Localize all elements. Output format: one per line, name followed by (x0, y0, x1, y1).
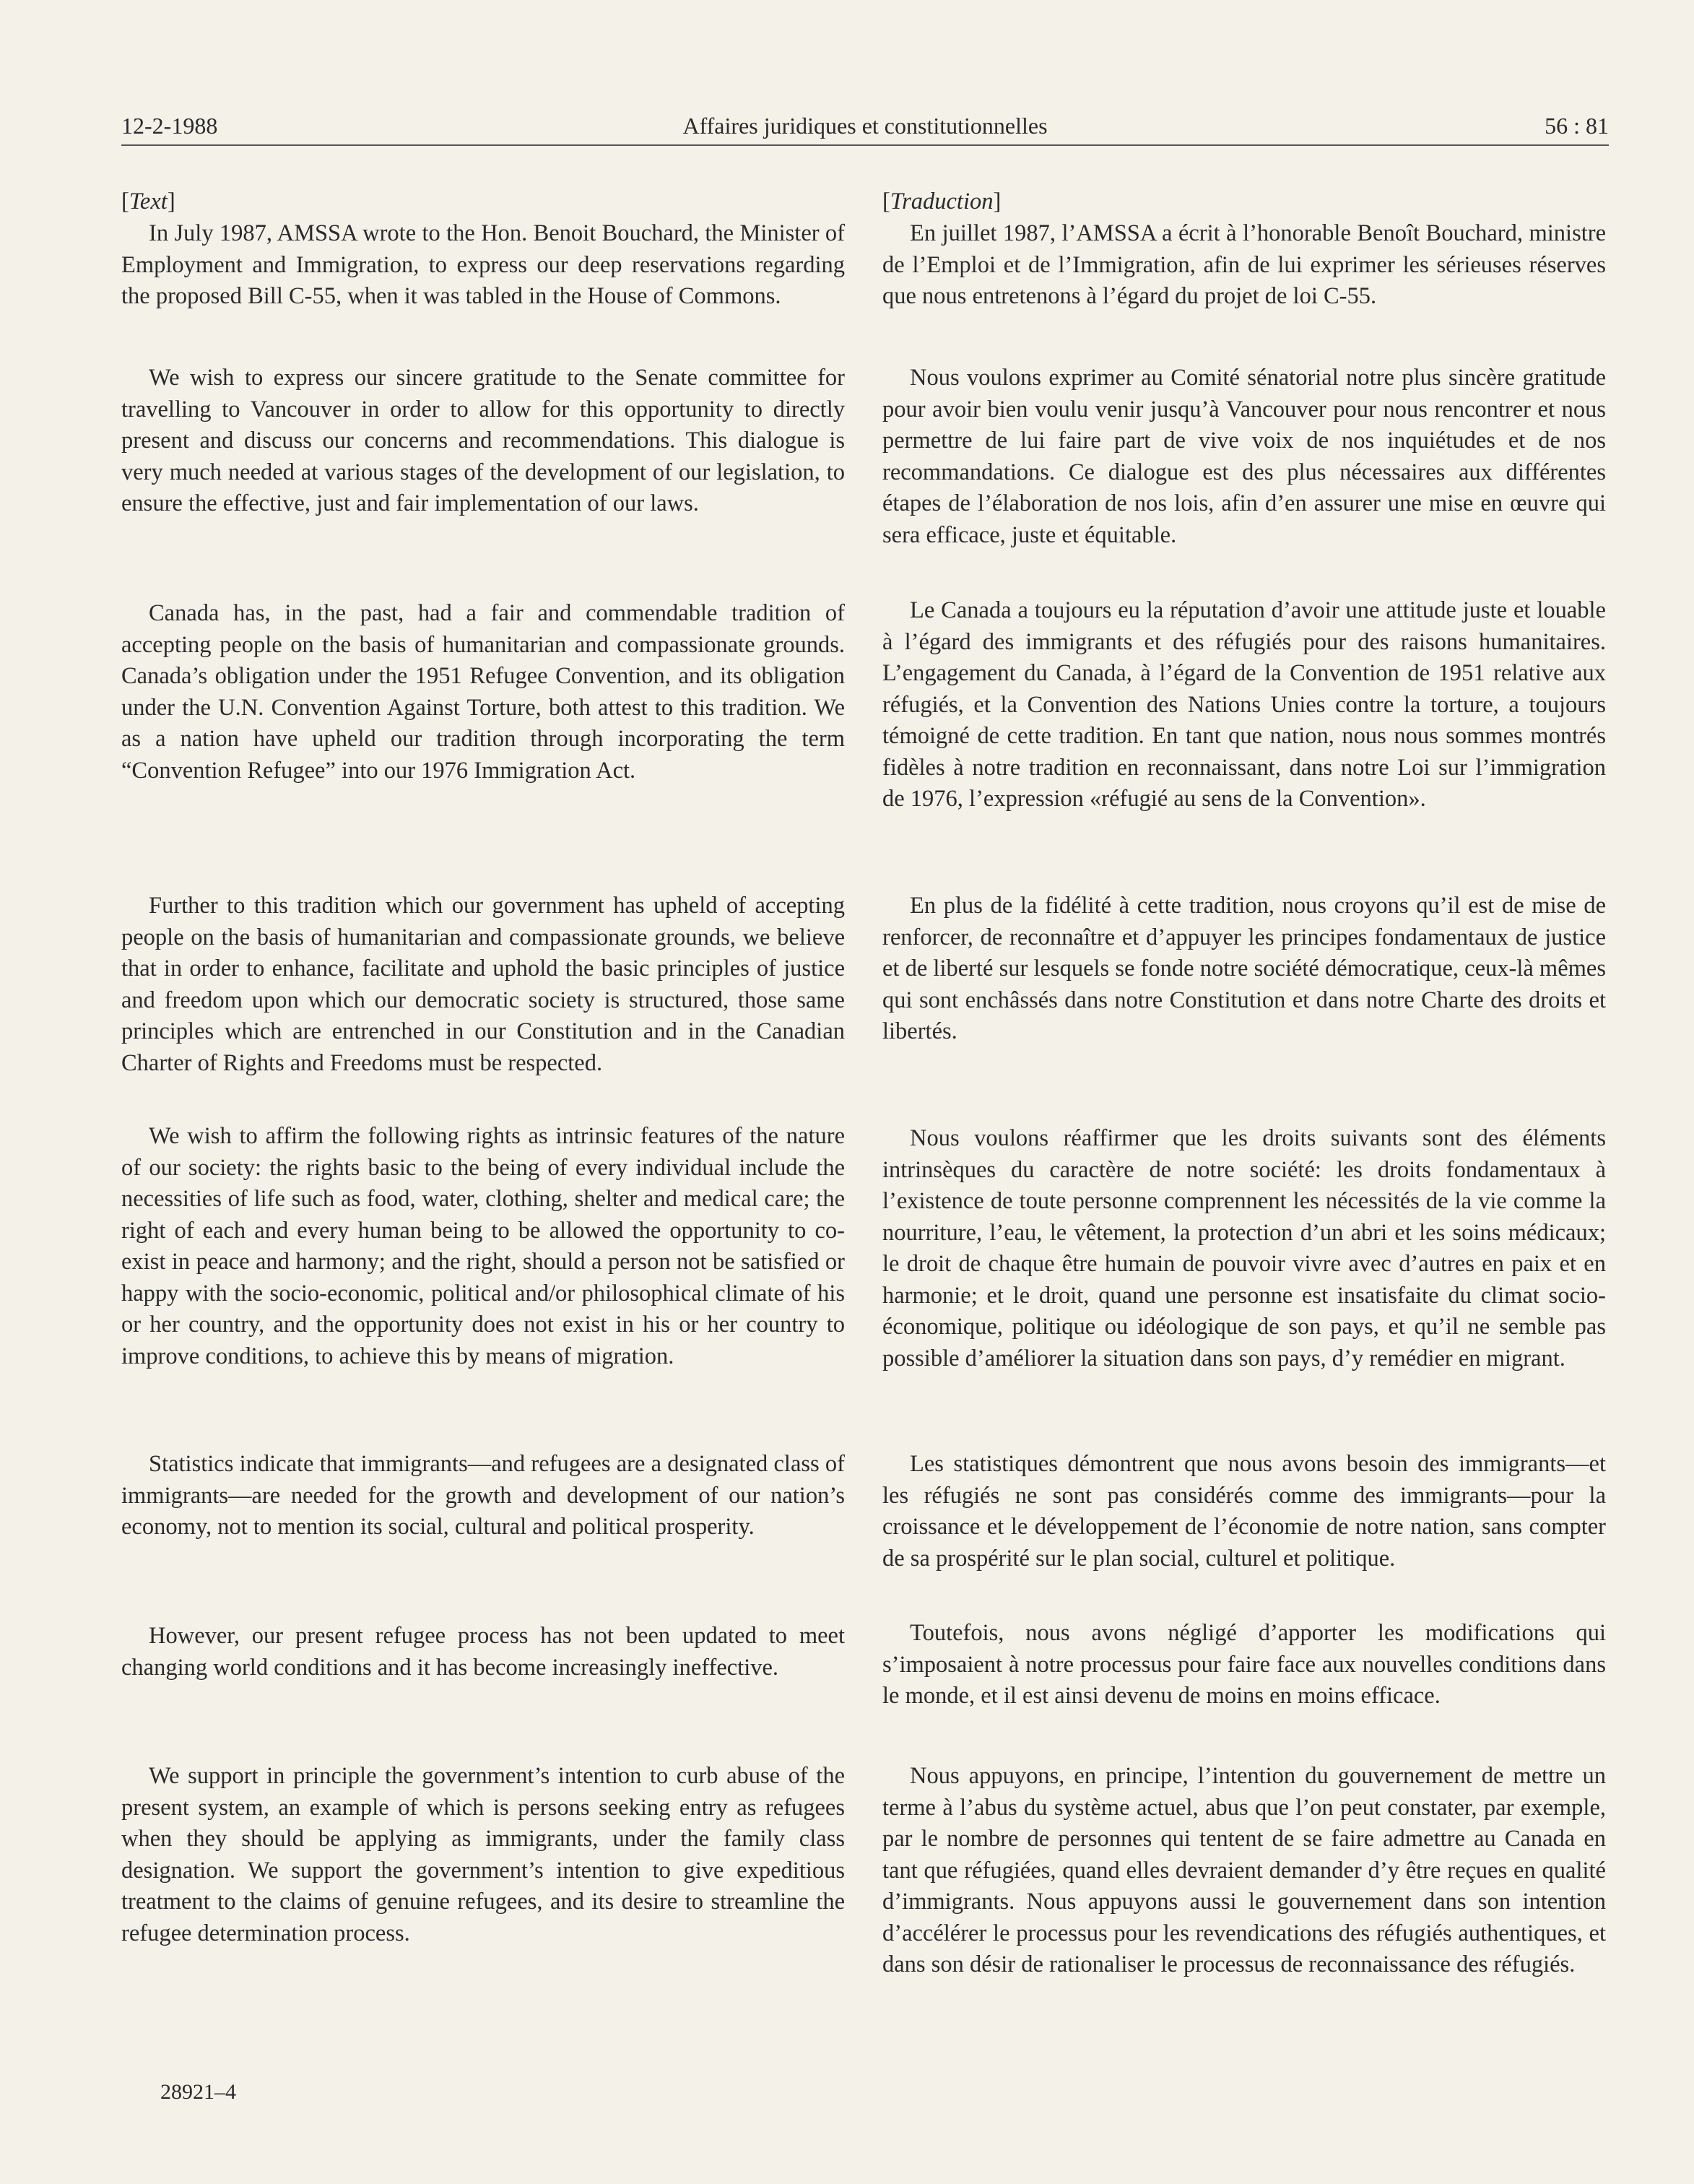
paragraph: However, our present refugee process has not been updated to meet changing world conditions and it has become increasingly ineffective. (121, 1623, 845, 1681)
paragraph: We wish to affirm the following rights as intrinsic features of the nature of our society: the rights basic to the being of every individual include the necessities of life such as food, water, clothing, shelter and medical care; the right of each and every human being to be allowed the opportunity to co-exist in peace and harmony; and the right, should a person not be satisfied or happy with the socio-economic, political and/or philosophical climate of his or her country, and the opportunity does not exist in his or her country to improve conditions, to achieve this by means of migration. (121, 1123, 845, 1369)
paragraph: En plus de la fidélité à cette tradition, nous croyons qu’il est de mise de renforcer, de reconnaître et d’appuyer les principes fondamentaux de justice et de liberté sur lesquels se fonde notre société démocratique, ceux-là mêmes qui sont enchâssés dans notre Constitution et dans notre Charte des droits et libertés. (882, 893, 1606, 1044)
column-heading: [Traduction] (882, 188, 1002, 214)
paragraph: Further to this tradition which our government has upheld of accepting people on the basis of humanitarian and compassionate grounds, we believe that in order to enhance, facilitate and uphold the basic principles of justice and freedom upon which our democratic society is structured, those same principles which are entrenched in our Constitution and in the Canadian Charter of Rights and Freedoms must be respected. (121, 893, 845, 1076)
paragraph: En juillet 1987, l’AMSSA a écrit à l’honorable Benoît Bouchard, ministre de l’Emploi et de l’Immigration, afin de lui exprimer les sérieuses réserves que nous entretenons à l’égard du projet de loi C-55. (882, 220, 1606, 309)
paragraph: In July 1987, AMSSA wrote to the Hon. Benoit Bouchard, the Minister of Employment and Immigration, to express our deep reservations regarding the proposed Bill C-55, when it was tabled in the House of Commons. (121, 220, 845, 309)
paragraph: Statistics indicate that immigrants—and refugees are a designated class of immigrants—are needed for the growth and development of our nation’s economy, not to mention its social, cultural and political prosperity. (121, 1451, 845, 1540)
running-header (121, 108, 1609, 143)
paragraph: Toutefois, nous avons négligé d’apporter les modifications qui s’imposaient à notre processus pour faire face aux nouvelles conditions dans le monde, et il est ainsi devenu de moins en moins efficace. (882, 1620, 1606, 1709)
printer-code: 28921–4 (160, 2080, 236, 2104)
paragraph: Le Canada a toujours eu la réputation d’avoir une attitude juste et louable à l’égard des immigrants et des réfugiés pour des raisons humanitaires. L’engagement du Canada, à l’égard de la Convention de 1951 relative aux réfugiés, et la Convention des Nations Unies contre la torture, a toujours témoigné de cette tradition. En tant que nation, nous nous sommes montrés fidèles à notre tradition en reconnaissant, dans notre Loi sur l’immigration de 1976, l’expression «réfugié au sens de la Convention». (882, 597, 1606, 812)
header-date: 12-2-1988 (121, 113, 218, 139)
header-rule (121, 144, 1609, 146)
french-column (882, 186, 1606, 1977)
paragraph: Nous voulons exprimer au Comité sénatorial notre plus sincère gratitude pour avoir bien voulu venir jusqu’à Vancouver pour nous rencontrer et nous permettre de lui faire part de vive voix de nos inquiétudes et de nos recommandations. Ce dialogue est des plus nécessaires aux différentes étapes de l’élaboration de nos lois, afin d’en assurer une mise en œuvre qui sera efficace, juste et équitable. (882, 365, 1606, 548)
header-title: Affaires juridiques et constitutionnelles (682, 113, 1048, 139)
paragraph: Les statistiques démontrent que nous avons besoin des immigrants—et les réfugiés ne sont pas considérés comme des immigrants—pour la croissance et le développement de l’économie de notre nation, sans compter de sa prospérité sur le plan social, culturel et politique. (882, 1451, 1606, 1572)
paragraph: We wish to express our sincere gratitude to the Senate committee for travelling to Vancouver in order to allow for this opportunity to directly present and discuss our concerns and recommendations. This dialogue is very much needed at various stages of the development of our legislation, to ensure the effective, just and fair implementation of our laws. (121, 365, 845, 516)
paragraph: Nous appuyons, en principe, l’intention du gouvernement de mettre un terme à l’abus du système actuel, abus que l’on peut constater, par exemple, par le nombre de personnes qui tentent de se faire admettre au Canada en tant que réfugiées, quand elles devraient demander d’y être reçues en qualité d’immigrants. Nous appuyons aussi le gouvernement dans son intention d’accélérer le processus pour les revendications des réfugiés authentiques, et dans son désir de rationaliser le processus de reconnaissance des réfugiés. (882, 1763, 1606, 1977)
paragraph: We support in principle the government’s intention to curb abuse of the present system, an example of which is persons seeking entry as refugees when they should be applying as immigrants, under the family class designation. We support the government’s intention to give expeditious treatment to the claims of genuine refugees, and its desire to streamline the refugee determination process. (121, 1763, 845, 1946)
column-heading: [Text] (121, 188, 175, 214)
paragraph: Canada has, in the past, had a fair and commendable tradition of accepting people on the basis of humanitarian and compassionate grounds. Canada’s obligation under the 1951 Refugee Convention, and its obligation under the U.N. Convention Against Torture, both attest to this tradition. We as a nation have upheld our tradition through incorporating the term “Convention Refugee” into our 1976 Immigration Act. (121, 600, 845, 784)
english-column (121, 186, 845, 1946)
paragraph: Nous voulons réaffirmer que les droits suivants sont des éléments intrinsèques du caractère de notre société: les droits fondamentaux à l’existence de toute personne comprennent les nécessités de la vie comme la nourriture, l’eau, le vêtement, la protection d’un abri et les soins médicaux; le droit de chaque être humain de pouvoir vivre avec d’autres en paix et en harmonie; et le droit, quand une personne est insatisfaite du climat socio-économique, politique ou idéologique de son pays, et qu’il ne semble pas possible d’améliorer la situation dans son pays, d’y remédier en migrant. (882, 1125, 1606, 1372)
page-number: 56 : 81 (1545, 113, 1609, 139)
